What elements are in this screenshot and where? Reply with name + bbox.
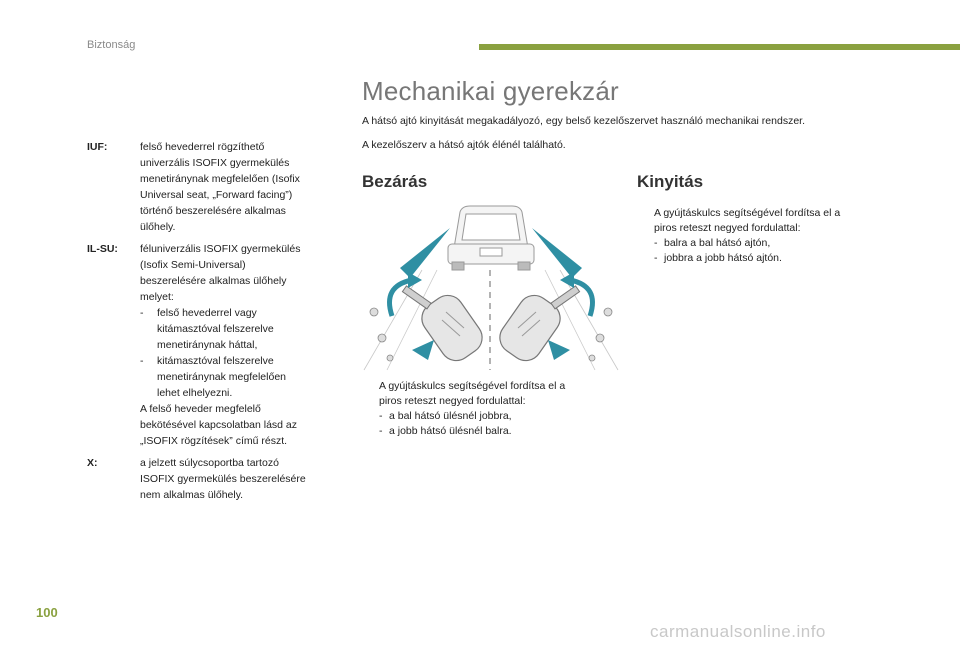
key-left-icon [402,286,488,367]
definition-iuf [87,139,347,239]
dash: - [654,252,658,264]
definition-line: történő beszerelésére alkalmas [140,205,286,217]
instruction-line [637,221,840,236]
locking-heading: Bezárás [362,172,428,191]
dash: - [654,237,658,249]
dash: - [379,425,383,437]
instruction-text: A gyújtáskulcs segítségével fordítsa el a [654,207,841,219]
definition-line: „ISOFIX rögzítések” című részt. [140,435,288,447]
instruction-line [362,379,565,394]
child-lock-illustration [362,200,620,372]
definition-line: menetiránynak megfelelően (Isofix [140,173,300,185]
arrow-left-icon [400,228,450,278]
dash: - [140,355,144,367]
definition-line: felső hevederrel rögzíthető [140,141,265,153]
definition-line: menetiránynak megfelelően [157,371,286,383]
instruction-text: A gyújtáskulcs segítségével fordítsa el a [379,380,566,392]
list-item-text: a jobb hátsó ülésnél balra. [389,425,512,437]
page-title: Mechanikai gyerekzár [362,76,619,106]
dash: - [379,410,383,422]
definition-term: X: [87,457,98,469]
definition-line: menetiránynak háttal, [157,339,258,351]
definition-line: Universal seat, „Forward facing”) [140,189,293,201]
list-item [637,251,840,266]
instruction-text: piros reteszt negyed fordulattal: [654,222,801,234]
intro-paragraph-2: A kezelőszerv a hátsó ajtók élénél található. [362,139,566,151]
unlocking-instructions [637,206,840,266]
instruction-text: piros reteszt negyed fordulattal: [379,395,526,407]
definition-line: A felső heveder megfelelő [140,403,261,415]
definition-line: melyet: [140,291,174,303]
section-label: Biztonság [87,39,136,51]
list-item [362,409,565,424]
arrow-right-icon [532,228,582,278]
page-number: 100 [36,605,58,620]
definition-x [87,455,347,505]
definition-line: lehet elhelyezni. [157,387,233,399]
unlocking-heading: Kinyitás [637,172,704,191]
definition-line: féluniverzális ISOFIX gyermekülés [140,243,301,255]
instruction-line [362,394,565,409]
definition-line: felső hevederrel vagy [157,307,257,319]
definition-line: (Isofix Semi-Universal) [140,259,246,271]
definition-line: nem alkalmas ülőhely. [140,489,244,501]
instruction-line [637,206,840,221]
definition-line: kitámasztóval felszerelve [157,355,274,367]
definition-line: bekötésével kapcsolatban lásd az [140,419,298,431]
list-item [637,236,840,251]
watermark: carmanualsonline.info [650,622,826,641]
definition-line: univerzális ISOFIX gyermekülés [140,157,290,169]
definition-sublist-item [140,353,340,401]
definition-ilsu [87,241,347,451]
definition-line: a jelzett súlycsoportba tartozó [140,457,279,469]
list-item-text: balra a bal hátsó ajtón, [664,237,771,249]
dash: - [140,307,144,319]
definition-line: kitámasztóval felszerelve [157,323,274,335]
definition-sublist-item [140,305,340,353]
list-item-text: a bal hátsó ülésnél jobbra, [389,410,512,422]
definition-line: beszerelésére alkalmas ülőhely [140,275,287,287]
car-rear-icon [448,206,534,270]
list-item-text: jobbra a jobb hátsó ajtón. [664,252,782,264]
definition-line: ISOFIX gyermekülés beszerelésére [140,473,306,485]
definition-term: IL-SU: [87,243,118,255]
key-right-icon [494,286,580,367]
locking-instructions [362,379,565,439]
definition-line: ülőhely. [140,221,176,233]
intro-paragraph-1: A hátsó ajtó kinyitását megakadályozó, egy belső kezelőszervet használó mechanikai rendszer. [362,115,805,127]
definition-term: IUF: [87,141,108,153]
header-accent-bar [479,44,960,50]
list-item [362,424,565,439]
